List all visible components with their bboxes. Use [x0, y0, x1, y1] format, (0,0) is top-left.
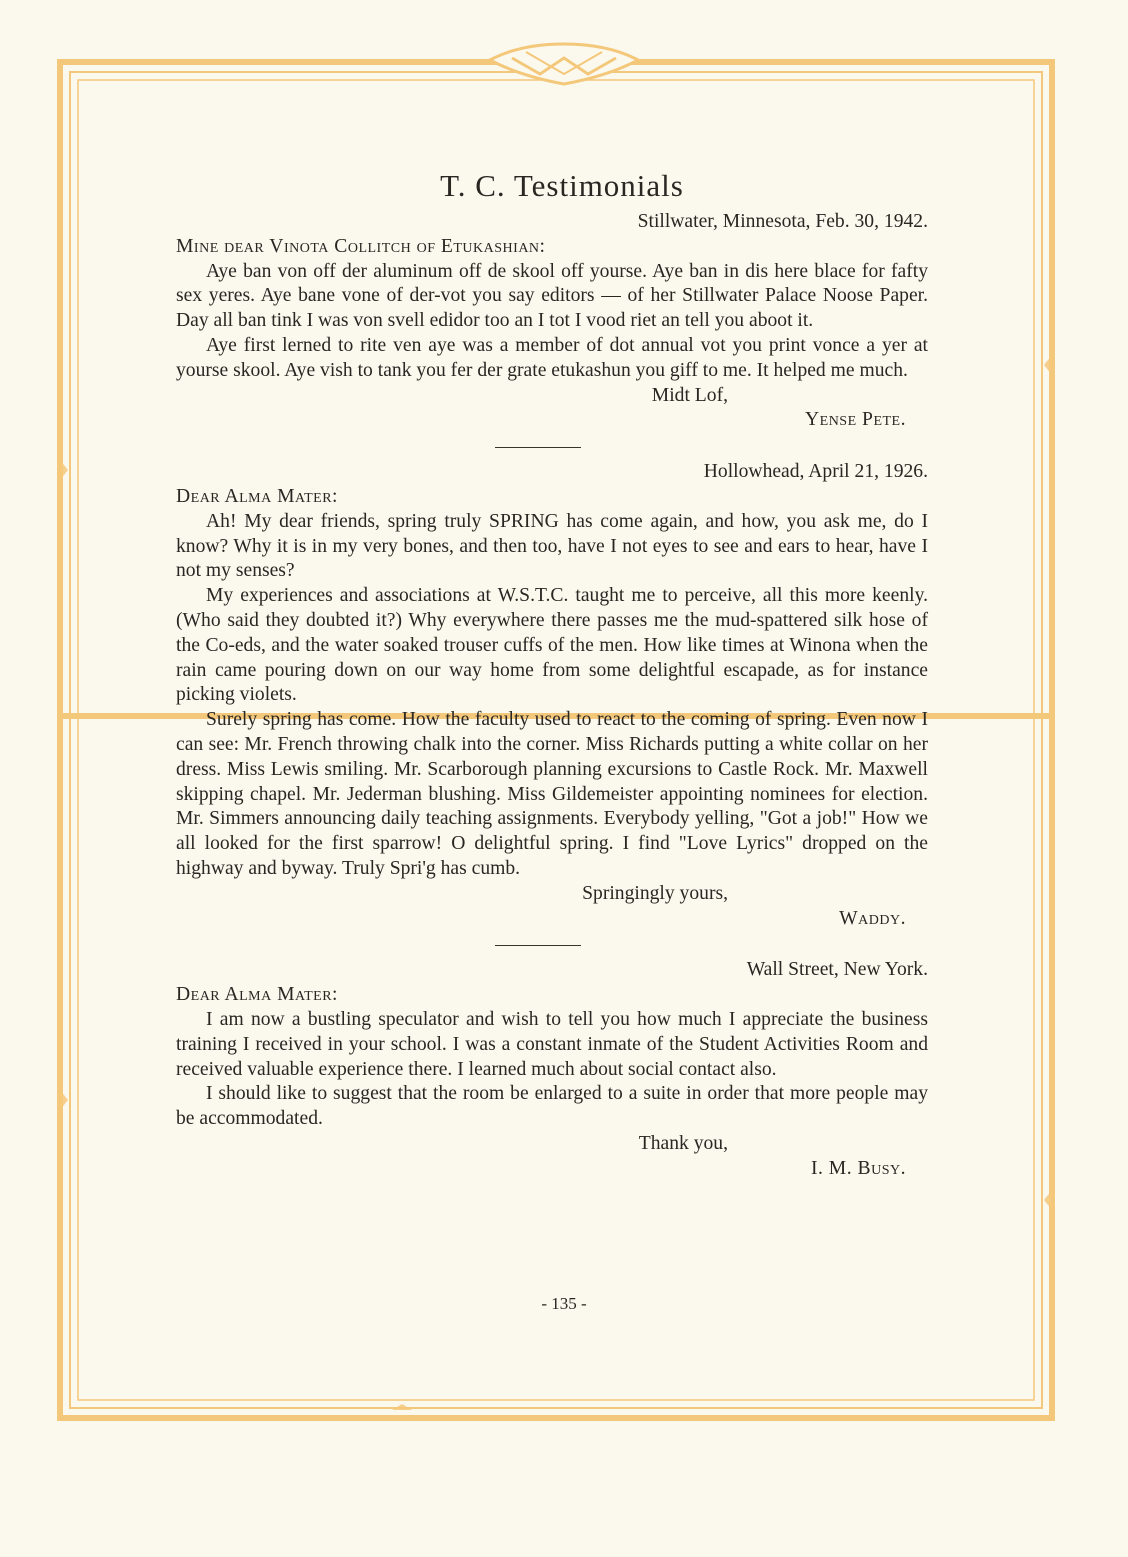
- paragraph: Ah! My dear friends, spring truly SPRING has come again, and how, you ask me, do I know? Why it is in my very bones, and then too, have I not eyes to see and ears to hear, have I not my senses?: [176, 510, 928, 582]
- paragraph: I should like to suggest that the room be enlarged to a suite in order that more people may be accommodated.: [176, 1083, 928, 1130]
- salutation: Dear Alma Mater:: [176, 984, 338, 1006]
- letter-2: [176, 460, 928, 931]
- page-number: - 135 -: [541, 1294, 587, 1313]
- paragraph: Aye first lerned to rite ven aye was a member of dot annual vot you print vonce a yer at yourse skool. Aye vish to tank you fer der grate etukashun you giff to me. It helped me much.: [176, 334, 928, 381]
- dateline: Wall Street, New York.: [746, 959, 928, 981]
- dateline: Hollowhead, April 21, 1926.: [703, 461, 928, 483]
- signature: I. M. Busy.: [810, 1157, 906, 1179]
- salutation: Mine dear Vinota Collitch of Etukashian:: [176, 235, 546, 257]
- divider: [495, 945, 581, 946]
- divider: [495, 447, 581, 448]
- paragraph: Aye ban von off der aluminum off de skool off yourse. Aye ban in dis here blace for fafty sex yeres. Aye bane vone of der-vot you say editors — of her Stillwater Palace Noose Paper. Day all ban tink I was von svell edidor too an I tot I vood riet an tell you aboot it.: [176, 260, 928, 332]
- paragraph: I am now a bustling speculator and wish to tell you how much I appreciate the business training I received in your school. I was a constant inmate of the Student Activities Room and received valuable experience there. I learned much about social contact also.: [176, 1008, 928, 1080]
- letter-3: [176, 958, 928, 1181]
- closing: Midt Lof,: [651, 384, 728, 406]
- page-title: T. C. Testimonials: [440, 168, 684, 203]
- top-ornament-icon: [490, 44, 638, 84]
- paragraph: My experiences and associations at W.S.T.C. taught me to perceive, all this more keenly. (Who said they doubted it?) Why everywhere there passes me the mud-spattered silk hose of the Co-eds, and the water soaked trouser cuffs of the men. How like times at Winona when the rain came pouring down on our way home from some delightful escapade, as for instance picking violets.: [176, 585, 928, 706]
- signature: Yense Pete.: [805, 409, 906, 431]
- signature: Waddy.: [839, 907, 906, 929]
- paragraph: Surely spring has come. How the faculty used to react to the coming of spring. Even now I can see: Mr. French throwing chalk into the corner. Miss Richards putting a white collar on her dress. Miss Lewis smiling. Mr. Scarborough planning excursions to Castle Rock. Mr. Maxwell skipping chapel. Mr. Jederman blushing. Miss Gildemeister appointing nominees for election. Mr. Simmers announcing daily teaching assignments. Everybody yelling, "Got a job!" How we all looked for the first sparrow! O delightful spring. I find "Love Lyrics" dropped on the highway and byway. Truly Spri'g has cumb.: [176, 709, 928, 879]
- closing: Springingly yours,: [582, 882, 728, 904]
- closing: Thank you,: [638, 1132, 728, 1154]
- dateline: Stillwater, Minnesota, Feb. 30, 1942.: [637, 211, 928, 232]
- letter-1: [176, 210, 928, 433]
- page-content: [176, 168, 928, 1181]
- salutation: Dear Alma Mater:: [176, 485, 338, 507]
